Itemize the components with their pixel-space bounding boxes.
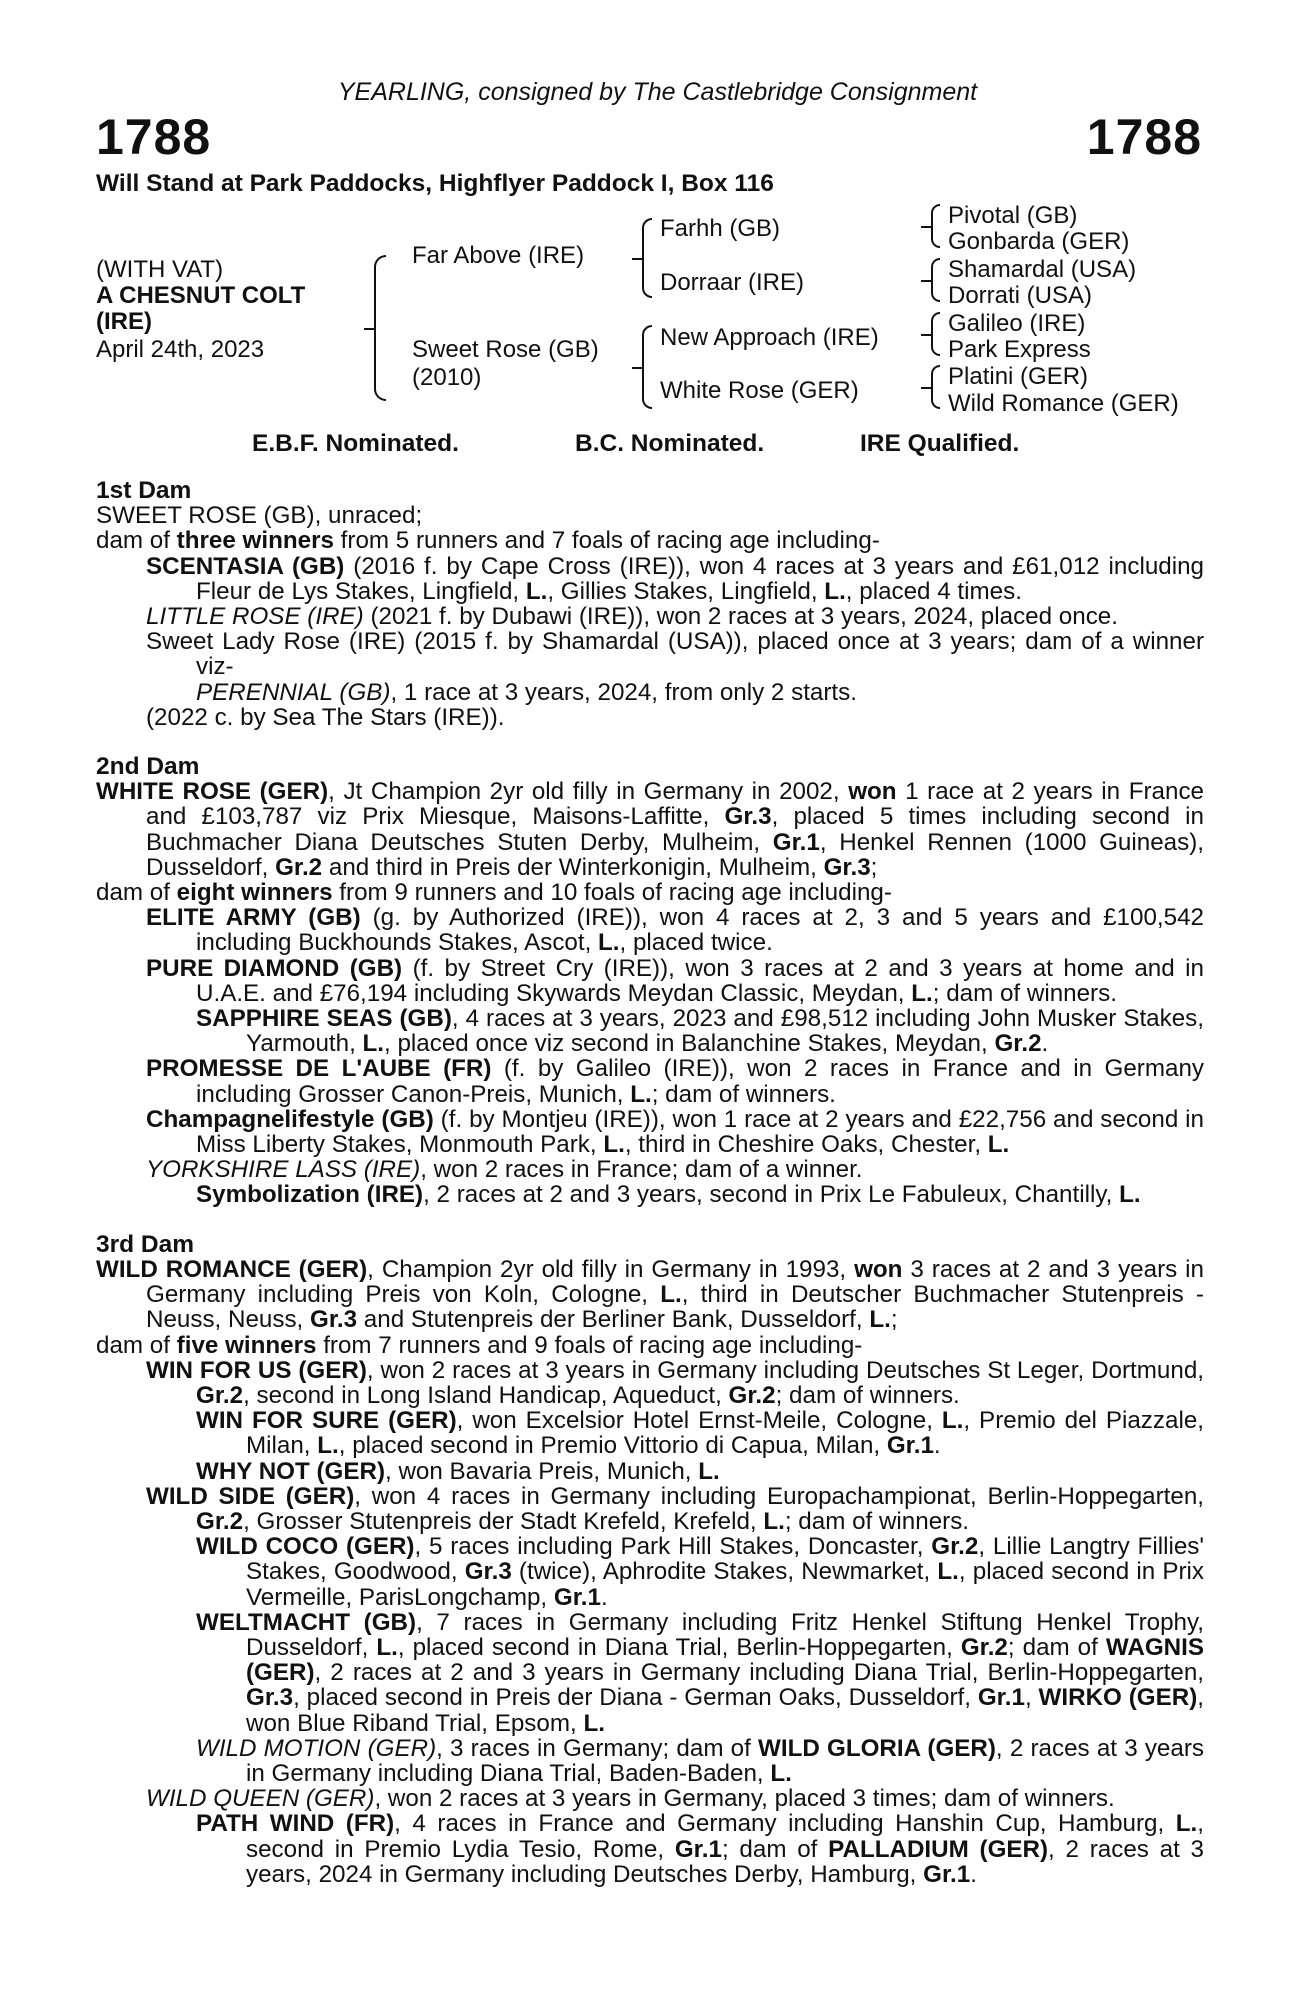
progeny-entry: PURE DIAMOND (GB) (f. by Street Cry (IRE)), won 3 races at 2 and 3 years at home and in U.A.E. and £76,194 including Skywards Meydan Classic, Meydan, L.; dam of winners. (146, 954, 1204, 1007)
progeny-entry: PROMESSE DE L'AUBE (FR) (f. by Galileo (IRE)), won 2 races in France and in Germany including Grosser Canon-Preis, Munich, L.; dam of winners. (146, 1055, 1204, 1108)
dam-sire: New Approach (IRE) (660, 324, 879, 351)
brace-gp-3 (931, 312, 940, 356)
progeny-entry: LITTLE ROSE (IRE) (2021 f. by Dubawi (IRE)), won 2 races at 3 years, 2024, placed once. (146, 603, 1118, 631)
first-dam-heading: 1st Dam (96, 477, 192, 504)
progeny-entry: WIN FOR US (GER), won 2 races at 3 years in Germany including Deutsches St Leger, Dortmund, Gr.2, second in Long Island Handicap, Aqueduct, Gr.2; dam of winners. (146, 1356, 1204, 1409)
sire-dam: Dorraar (IRE) (660, 269, 805, 296)
bc-nomination: B.C. Nominated. (575, 430, 765, 457)
grand-progeny-entry: WIN FOR SURE (GER), won Excelsior Hotel Ernst-Meile, Cologne, L., Premio del Piazzale, Milan, L., placed second in Premio Vittorio di Capua, Milan, Gr.1. (196, 1407, 1204, 1460)
brace-gp-4 (931, 365, 940, 409)
grand-progeny-entry: WHY NOT (GER), won Bavaria Preis, Munich, L. (196, 1457, 720, 1485)
second-dam-heading: 2nd Dam (96, 753, 200, 781)
page-header-title: YEARLING, consigned by The Castlebridge Consignment (337, 78, 978, 106)
grand-progeny-entry: Symbolization (IRE), 2 races at 2 and 3 years, second in Prix Le Fabuleux, Chantilly, L. (196, 1181, 1141, 1209)
vat-note: (WITH VAT) (96, 256, 224, 283)
grand-progeny-entry: SAPPHIRE SEAS (GB), 4 races at 3 years, 2023 and £98,512 including John Musker Stakes, Yarmouth, L., placed once viz second in Balanchine Stakes, Meydan, Gr.2. (196, 1005, 1204, 1058)
ggp-2: Gonbarda (GER) (948, 228, 1130, 255)
brace-dam (642, 325, 652, 409)
ire-qualification: IRE Qualified. (860, 430, 1020, 457)
catalogue-body (96, 478, 1204, 1887)
dam-produce-summary: dam of eight winners from 9 runners and 10 foals of racing age including- (96, 879, 892, 907)
brace-gp-2 (931, 258, 940, 302)
brace-parents (374, 255, 386, 401)
sire: Far Above (IRE) (412, 242, 585, 269)
grand-progeny-entry: WILD COCO (GER), 5 races including Park Hill Stakes, Doncaster, Gr.2, Lillie Langtry Fillies' Stakes, Goodwood, Gr.3 (twice), Aphrodite Stakes, Newmarket, L., placed second in Prix Vermeille, ParisLongchamp, Gr.1. (196, 1533, 1205, 1611)
ggp-3: Shamardal (USA) (948, 256, 1137, 283)
dam-line: SWEET ROSE (GB), unraced; (96, 502, 423, 530)
ggp-6: Park Express (948, 336, 1091, 363)
grand-progeny-entry: WELTMACHT (GB), 7 races in Germany including Fritz Henkel Stiftung Henkel Trophy, Dusseldorf, L., placed second in Diana Trial, Berlin-Hoppegarten, Gr.2; dam of WAGNIS (GER), 2 races at 2 and 3 years in Germany including Diana Trial, Berlin-Hoppegarten, Gr.3, placed second in Preis der Diana - German Oaks, Dusseldorf, Gr.1, WIRKO (GER), won Blue Riband Trial, Epsom, L. (196, 1608, 1204, 1737)
progeny-entry: (2022 c. by Sea The Stars (IRE)). (146, 703, 505, 731)
dam-line: WHITE ROSE (GER), Jt Champion 2yr old filly in Germany in 2002, won 1 race at 2 years in France and £103,787 viz Prix Miesque, Maisons-Laffitte, Gr.3, placed 5 times including second in Buchmacher Diana Deutsches Stuten Derby, Mulheim, Gr.1, Henkel Rennen (1000 Guineas), Dusseldorf, Gr.2 and third in Preis der Winterkonigin, Mulheim, Gr.3; (96, 778, 1204, 881)
dam-year: (2010) (412, 364, 482, 391)
sire-sire: Farhh (GB) (660, 215, 781, 242)
grand-progeny-entry: PATH WIND (FR), 4 races in France and Germany including Hanshin Cup, Hamburg, L., second in Premio Lydia Tesio, Rome, Gr.1; dam of PALLADIUM (GER), 2 races at 3 years, 2024 in Germany including Deutsches Derby, Hamburg, Gr.1. (196, 1810, 1204, 1888)
ggp-5: Galileo (IRE) (948, 310, 1086, 337)
dam-produce-summary: dam of three winners from 5 runners and 7 foals of racing age including- (96, 527, 880, 555)
dam: Sweet Rose (GB) (412, 336, 599, 363)
dam-line: WILD ROMANCE (GER), Champion 2yr old filly in Germany in 1993, won 3 races at 2 and 3 years in Germany including Preis von Koln, Cologne, L., third in Deutscher Buchmacher Stutenpreis - Neuss, Neuss, Gr.3 and Stutenpreis der Berliner Bank, Dusseldorf, L.; (96, 1255, 1204, 1334)
progeny-entry: WILD QUEEN (GER), won 2 races at 3 years in Germany, placed 3 times; dam of winners. (146, 1785, 1115, 1813)
progeny-entry: ELITE ARMY (GB) (g. by Authorized (IRE)), won 4 races at 2, 3 and 5 years and £100,542 including Buckhounds Stakes, Ascot, L., placed twice. (146, 904, 1204, 957)
dam-dam: White Rose (GER) (660, 377, 859, 404)
stabling-location: Will Stand at Park Paddocks, Highflyer Paddock I, Box 116 (96, 170, 774, 197)
progeny-entry: SCENTASIA (GB) (2016 f. by Cape Cross (IRE)), won 4 races at 3 years and £61,012 including Fleur de Lys Stakes, Lingfield, L., Gillies Stakes, Lingfield, L., placed 4 times. (146, 552, 1204, 605)
ggp-4: Dorrati (USA) (948, 282, 1093, 309)
progeny-entry: WILD SIDE (GER), won 4 races in Germany including Europachampionat, Berlin-Hoppegarten, Gr.2, Grosser Stutenpreis der Stadt Krefeld, Krefeld, L.; dam of winners. (146, 1482, 1204, 1535)
grand-progeny-entry: PERENNIAL (GB), 1 race at 3 years, 2024, from only 2 starts. (196, 678, 857, 706)
brace-gp-1 (931, 204, 940, 248)
horse-name: A CHESNUT COLT (96, 282, 306, 309)
third-dam-heading: 3rd Dam (96, 1230, 195, 1258)
grand-progeny-entry: WILD MOTION (GER), 3 races in Germany; dam of WILD GLORIA (GER), 2 races at 3 years in Germany including Diana Trial, Baden-Baden, L. (196, 1734, 1204, 1787)
lot-number-right: 1788 (1086, 109, 1202, 165)
ggp-8: Wild Romance (GER) (948, 390, 1179, 417)
brace-sire (642, 218, 652, 298)
ggp-1: Pivotal (GB) (948, 202, 1078, 229)
lot-number-left: 1788 (96, 109, 212, 165)
horse-country: (IRE) (96, 308, 152, 335)
ebf-nomination: E.B.F. Nominated. (252, 430, 459, 457)
progeny-entry: Sweet Lady Rose (IRE) (2015 f. by Shamardal (USA)), placed once at 3 years; dam of a winner viz- (146, 628, 1204, 681)
ggp-7: Platini (GER) (948, 363, 1089, 390)
horse-foaling-date: April 24th, 2023 (96, 336, 265, 363)
dam-produce-summary: dam of five winners from 7 runners and 9 foals of racing age including- (96, 1331, 863, 1359)
progeny-entry: Champagnelifestyle (GB) (f. by Montjeu (IRE)), won 1 race at 2 years and £22,756 and second in Miss Liberty Stakes, Monmouth Park, L., third in Cheshire Oaks, Chester, L. (146, 1105, 1204, 1159)
progeny-entry: YORKSHIRE LASS (IRE), won 2 races in France; dam of a winner. (146, 1156, 863, 1184)
